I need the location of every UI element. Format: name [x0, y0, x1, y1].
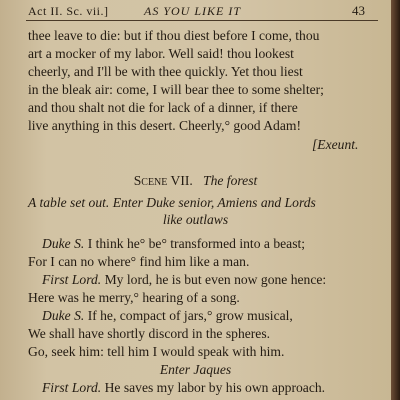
- speech-line: [42, 271, 391, 289]
- speech-text: My lord, he is but even now gone hence:: [104, 272, 327, 287]
- speaker-name: Duke S.: [42, 308, 85, 323]
- prose-line: art a mocker of my labor. Well said! thou lookest: [28, 46, 294, 61]
- scene-number: Scene VII.: [133, 173, 193, 188]
- stage-direction: Enter Jaques: [159, 362, 232, 377]
- verse-line: Go, seek him: tell him I would speak with him.: [28, 344, 285, 359]
- prose-line: thee leave to die: but if thou diest before I come, thou: [28, 28, 320, 43]
- header-rule: [26, 20, 378, 21]
- scene-place: The forest: [203, 173, 258, 188]
- verse-line: For I can no where° find him like a man.: [28, 254, 250, 269]
- speech-text: If he, compact of jars,° grow musical,: [87, 308, 293, 323]
- prose-line: live anything in this desert. Cheerly,° good Adam!: [28, 118, 301, 133]
- speech-text: He saves my labor by his own approach.: [101, 380, 326, 395]
- stage-direction: like outlaws: [162, 212, 229, 227]
- act-scene-reference: Act II. Sc. vii.]: [28, 4, 109, 18]
- page-number: 43: [352, 3, 365, 18]
- prose-line: cheerly, and I'll be with thee quickly. Yet thou liest: [28, 64, 303, 79]
- stage-direction-line: [0, 361, 391, 379]
- verse-line: We shall have shortly discord in the spheres.: [28, 326, 271, 341]
- speaker-name: First Lord.: [42, 272, 102, 287]
- speech-line: [42, 379, 391, 397]
- exeunt-direction: [Exeunt.: [312, 137, 359, 152]
- scene-heading: [0, 172, 391, 190]
- stage-direction: A table set out. Enter Duke senior, Amiens and Lords: [28, 195, 316, 210]
- speech-text: I think he° be° transformed into a beast;: [87, 236, 306, 251]
- speaker-name: First Lord.: [42, 380, 102, 395]
- running-header: [0, 2, 391, 20]
- speech-line: [42, 307, 391, 325]
- prose-line: and thou shalt not die for lack of a dinner, if there: [28, 100, 298, 115]
- speech-line: [42, 235, 391, 253]
- prose-line: in the bleak air: come, I will bear thee to some shelter;: [28, 82, 324, 97]
- running-title: AS YOU LIKE IT: [144, 4, 242, 18]
- page-edge: [391, 0, 400, 400]
- verse-line: Here was he merry,° hearing of a song.: [28, 290, 240, 305]
- speaker-name: Duke S.: [42, 236, 85, 251]
